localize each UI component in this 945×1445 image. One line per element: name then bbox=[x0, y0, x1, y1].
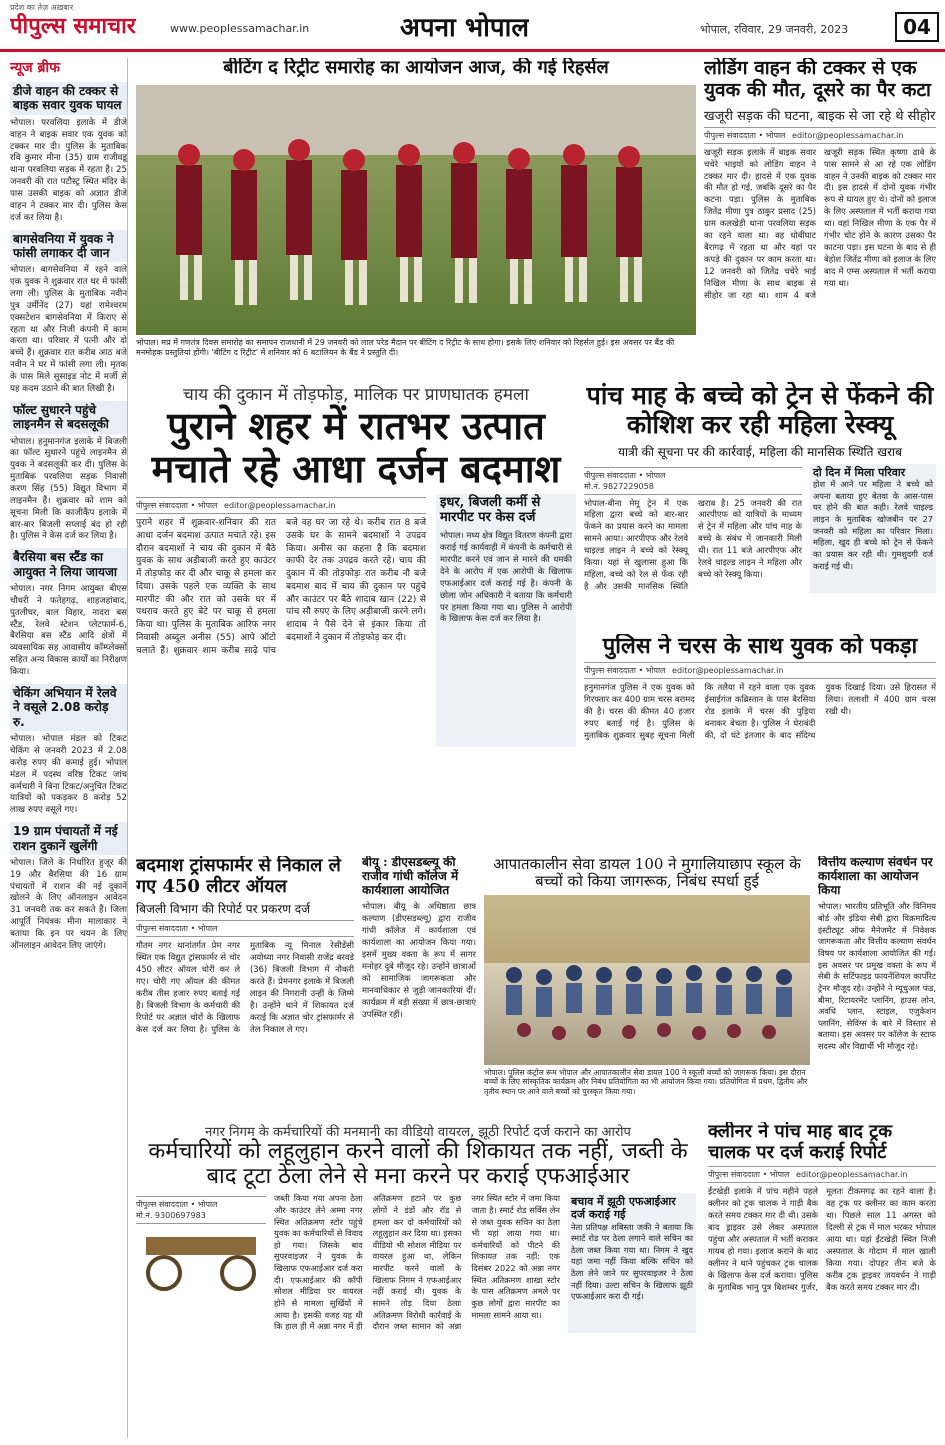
uproar-side-title: इधर, बिजली कर्मी से मारपीट पर केस दर्ज bbox=[440, 495, 541, 526]
loading-story-byline bbox=[704, 127, 936, 144]
cleaner-story-byline bbox=[708, 1166, 936, 1183]
page-number: 04 bbox=[895, 12, 939, 42]
bu-story-body: भोपाल। बीयू के अधिष्ठाता छात्र कल्याण (डीएसडब्ल्यू) द्वारा राजीव गांधी कॉलेज में कार्यशाला एवं कार्यशाला का आयोजन किया गया। इसमें मुख्य वक्ता के रूप में सागर मनोहर दुबे मौजूद रहे। उन्होंने छात्राओं को सामाजिक जागरूकता और मानवाधिकार से जुड़ी जानकारियां दीं। कार्यक्रम में बड़ी संख्या में छात्र-छात्राएं उपस्थित रहीं। bbox=[362, 901, 476, 1019]
dial-story-caption: भोपाल। पुलिस कंट्रोल रूम भोपाल और आपातकालीन सेवा डायल 100 ने स्कूली बच्चों को जागरूक किया। इस दौरान बच्चों के लिए सांस्कृतिक कार्यक्रम और निबंध प्रतियोगिता का भी आयोजन किया गया। प्रतियोगिता में प्रथम, द्वितीय और तृतीय स्थान पर आने वाले बच्चों को पुरस्कृत किया गया। bbox=[484, 1067, 808, 1097]
top-story-headline: बीटिंग द रिट्रीट समारोह का आयोजन आज, की गई रिहर्सल bbox=[223, 58, 609, 78]
band-rehearsal-photo bbox=[136, 85, 696, 335]
section-title: अपना भोपाल bbox=[400, 13, 529, 43]
byline-mobile: मो.नं. 9300697983 bbox=[136, 1211, 206, 1221]
loading-story-body: खजूरी सड़क इलाके में बाइक सवार चचेरे भाइयों को लोडिंग वाहन ने टक्कर मार दी। हादसे में एक युवक की मौत हो गई, जबकि दूसरे का पैर कटना पड़ा। पुलिस के मुताबिक जितेंद्र मीणा पुत्र ठाकुर प्रसाद (25) ग्राम कलखेड़ी थाना परवलिया सड़क का रहने वाला था। वह धोबीघाट बैरागढ़ में रहता था और यहां पर कपड़े की दुकान पर काम करता था। 12 जनवरी को जितेंद्र चचेरे भाई निखिल मीणा के साथ बाइक से सीहोर जा रहा था। शाम 4 बजे खजूरी सड़क स्थित कृष्णा ढाबे के पास सामने से आ रहे एक लोडिंग वाहन ने उनकी बाइक को टक्कर मार दी। इस हादसे में दोनों युवक गंभीर रूप से घायल हुए थे। दोनों को इलाज के लिए अस्पताल में भर्ती कराया गया था। वहां निखिल मीणा के एक पैर में गंभीर चोट होने के कारण उसका पैर काटना पड़ा। इस घटना के बाद से ही बेहोश जितेंद्र मीणा को इलाज के लिए बाद में एम्स अस्पताल में भर्ती कराया गया था। bbox=[704, 146, 936, 300]
byline-text: पीपुल्स संवाददाता • भोपाल bbox=[136, 501, 218, 511]
top-photo-story bbox=[136, 58, 696, 374]
handcart-illustration bbox=[136, 1227, 266, 1297]
byline-text: पीपुल्स संवाददाता • भोपाल bbox=[136, 1200, 218, 1210]
loading-story-headline: लोडिंग वाहन की टक्कर से एक युवक की मौत, दूसरे का पैर कटा bbox=[704, 58, 931, 101]
logo-tagline: प्रदेश का तेज़ अख़बार bbox=[10, 3, 74, 12]
corp-story-headline: कर्मचारियों को लहूलुहान करने वालों की शिकायत तक नहीं, जब्ती के बाद टूटा ठेला लेने से मना करने पर कराई एफआईआर bbox=[148, 1139, 688, 1189]
loading-story-deck: खजूरी सड़क की घटना, बाइक से जा रहे थे सीहोर bbox=[704, 108, 936, 124]
oil-story-deck: बिजली विभाग की रिपोर्ट पर प्रकरण दर्ज bbox=[136, 902, 311, 917]
corporation-story bbox=[136, 1122, 700, 1440]
brief-body: भोपाल। बागसेवनिया में रहने वाले एक युवक ने शुक्रवार रात घर में फांसी लगा ली। पुलिस के मुताबिक नवीन पुत्र उर्मीनेंद (27) यहां रामेश्वरम एक्सटेंशन बागसेवनिया में किराए से रहता था और निजी कंपनी में काम करता था। परिवार में पत्नी और दो बच्चे हैं। शुक्रवार रात करीब आठ बजे नवीन ने घर में फांसी लगा ली। मृतक के पास मिले सुसाइड नोट में मर्जी से यह कदम उठाने की बात लिखी है। bbox=[10, 265, 127, 394]
byline-email: editor@peoplessamachar.in bbox=[796, 1170, 908, 1180]
uproar-side-body: भोपाल। मध्य क्षेत्र विद्युत वितरण कंपनी द्वारा कराई गई कार्यवाही में कंपनी के कर्मचारी से मारपीट करने एवं जान से मारने की धमकी देने के आरोप में एक आरोपी के खिलाफ एफआईआर दर्ज कराई गई है। कंपनी के छोला जोन अधिकारी ने बताया कि कर्मचारी पर हमला किया गया था। पुलिस ने आरोपी के खिलाफ केस दर्ज कर लिया है। bbox=[440, 529, 572, 624]
byline-mobile: मो.नं. 9827229058 bbox=[584, 481, 654, 491]
dateline: भोपाल, रविवार, 29 जनवरी, 2023 bbox=[700, 23, 849, 36]
byline-text: पीपुल्स संवाददाता • भोपाल bbox=[584, 470, 666, 480]
brief-body: भोपाल। हनुमानगंज इलाके में बिजली का फॉल्ट सुधारने पहुंचे लाइनमैन से युवक ने बदसलूकी कर दी। पुलिस के मुताबिक परवलिया सड़क निवासी करण सिंह (55) विद्युत विभाग में लाइनमैन हैं। शुक्रवार को शाम को सूचना मिली कि काजीकैंप इलाके में बार-बार बिजली सप्लाई बंद हो रही है। पुलिस ने केस दर्ज कर लिया है। bbox=[10, 436, 127, 542]
oil-story-byline: पीपुल्स संवाददाता • भोपाल bbox=[136, 920, 354, 937]
brief-title: चेकिंग अभियान में रेलवे ने वसूले 2.08 करोड़ रु. bbox=[10, 684, 127, 731]
cleaner-story-headline: क्लीनर ने पांच माह बाद ट्रक चालक पर दर्ज कराई रिपोर्ट bbox=[708, 1122, 893, 1163]
brief-item bbox=[10, 684, 127, 817]
uproar-story-byline bbox=[136, 497, 426, 514]
oil-story-body: गौतम नगर थानांतर्गत प्रेम नगर स्थित एक विद्युत ट्रांसफार्मर से चोर 450 लीटर ऑयल चोरी कर ले गए। चोरी गए ऑयल की कीमत करीब तीस हजार रुपए बताई गई है। बिजली विभाग के कर्मचारी की रिपोर्ट पर अज्ञात चोरों के खिलाफ केस दर्ज कर लिया है। पुलिस के मुताबिक न्यू मिनाल रेसीडेंसी अयोध्या नगर निवासी राजेंद्र बरवडे (36) बिजली विभाग में नौकरी करते हैं। प्रेमनगर इलाके में बिजली लाइन की निगरानी उन्हीं के जिम्मे है। उन्होंने थाने में शिकायत दर्ज कराई कि अज्ञात चोर ट्रांसफार्मर से तेल निकाल ले गए। bbox=[136, 940, 354, 1034]
brief-title: डीजे वाहन की टक्कर से बाइक सवार युवक घायल bbox=[10, 82, 127, 115]
rescue-story-body: भोपाल-बीना मेमू ट्रेन में एक महिला द्वारा बच्चे को बार-बार फेंकने का प्रयास करने का मामला सामने आया। आरपीएफ और रेलवे चाइल्ड लाइन ने बच्चे को रेस्क्यू किया। यहां से खुलासा हुआ कि महिला, बच्चे को रेल से फेंक रही है और उसकी मानसिक स्थिति खराब है। 25 जनवरी की रात आरपीएफ को यात्रियों के माध्यम से ट्रेन में महिला और पांच माह के बच्चे के संबंध में जानकारी मिली थी। रात 11 बजे आरपीएफ और रेलवे चाइल्ड लाइन ने महिला और बच्चे को रेस्क्यू किया। bbox=[584, 497, 802, 591]
corp-story-byline bbox=[136, 1196, 266, 1224]
oil-theft-story bbox=[136, 856, 354, 1114]
brief-title: बागसेवनिया में युवक ने फांसी लगाकर दी जान bbox=[10, 230, 127, 263]
oil-story-headline: बदमाश ट्रांसफार्मर से निकाल ले गए 450 लीटर ऑयल bbox=[136, 856, 341, 897]
charas-story-body: हनुमानगंज पुलिस ने एक युवक को गिरफ्तार कर 400 ग्राम चरस बरामद की है। चरस की कीमत 40 हजार रुपए बताई गई है। पुलिस के मुताबिक शुक्रवार सुबह सूचना मिली कि तलैया में रहने वाला एक युवक ईसाईगंज कब्रिस्तान के पास बैरसिया रोड इलाके में चरस की पुड़िया बनाकर बेचता है। पुलिस ने घेराबंदी की, दो घंटे इंतजार के बाद संदिग्ध युवक दिखाई दिया। उसे हिरासत में लिया। तलाशी में 400 ग्राम चरस रखी थी। bbox=[584, 682, 936, 740]
news-brief-column bbox=[10, 58, 128, 1438]
rescue-story bbox=[584, 382, 936, 627]
financial-workshop-story bbox=[818, 856, 936, 1114]
website-url: www.peoplessamachar.in bbox=[170, 22, 310, 35]
news-brief-heading: न्यूज ब्रीफ bbox=[10, 60, 60, 76]
charas-story-byline bbox=[584, 662, 936, 679]
bu-workshop-story bbox=[362, 856, 476, 1114]
charas-story-headline: पुलिस ने चरस के साथ युवक को पकड़ा bbox=[602, 634, 918, 659]
masthead bbox=[0, 0, 945, 52]
brief-item bbox=[10, 230, 127, 396]
brief-body: भोपाल। परवलिया इलाके में डीजे वाहन ने बाइक सवार एक युवक को टक्कर मार दी। पुलिस के मुताबिक रवि कुमार मीना (35) ग्राम राजीवडू थाना परवलिया सड़क में रहता है। 25 जनवरी की रात पटौस्ट्र स्थित मंदिर के पास उसकी बाइक को अज्ञात डीजे वाहन ने टक्कर मार दी। पुलिस केस दर्ज कर लिया है। bbox=[10, 117, 127, 223]
brief-title: बैरसिया बस स्टैंड का आयुक्त ने लिया जायजा bbox=[10, 548, 127, 581]
byline-email: editor@peoplessamachar.in bbox=[672, 666, 784, 676]
byline-text: पीपुल्स संवाददाता • भोपाल bbox=[708, 1170, 790, 1180]
rescue-story-byline bbox=[584, 467, 802, 495]
workshop-story-body: भोपाल। भारतीय प्रतिभूति और विनिमय बोर्ड और इंडिया सेबी द्वारा विक्रमादित्य इंस्टीट्यूट ऑफ मैनेजमेंट में निवेशक जागरूकता और वित्तीय कल्याण संवर्धन विषय पर कार्यशाला आयोजित की गई। इस अवसर पर प्रमुख वक्ता के रूप में सेबी के सर्टिफाइड फायनेंशियल कार्पोरेट ट्रेनर मौजूद रहे। उन्होंने ने म्यूचुअल फंड, बीमा, रिटायरमेंट प्लानिंग, हाउस लोन, अवधि प्लान, स्टाइल, एजुकेशन प्लानिंग, सेविंग्स के बारे में विस्तार से बताया। इस अवसर पर कॉलेज के स्टाफ सदस्य और विद्यार्थी भी मौजूद रहे। bbox=[818, 901, 936, 1052]
dial-story-headline: आपातकालीन सेवा डायल 100 ने मुगालियाछाप स्कूल के बच्चों को किया जागरूक, निबंध स्पर्धा हुई bbox=[493, 856, 801, 891]
brief-item bbox=[10, 548, 127, 679]
uproar-story-body: पुराने शहर में शुक्रवार-शनिवार की रात आधा दर्जन बदमाश उत्पात मचाते रहे। इस दौरान बदमाशों ने चाय की दुकान में बैठे युवक के साथ अड़ीबाजी करते हुए काउंटर में तोड़फोड़ कर दी और चाकू से हमला कर दिया। उसके पहले एक व्यक्ति के साथ मारपीट की और रात को उसके घर में पथराव करते हुए बेटे पर चाकू से हमला किया था। पुलिस के मुताबिक आरिफ नगर निवासी अब्दुल अनीस (55) आपे ऑटो चलाते हैं। शुक्रवार शाम करीब साढ़े पांच बजे वह घर जा रहे थे। करीब रात 8 बजे उसके घर के सामने बदमाशों ने उपद्रव किया। अनीस का कहना है कि बदमाश काफी देर तक उपद्रव करते रहे। चाय की दुकान में की तोड़फोड़ः रात करीब नौ बजे बदमाश बाद में चाय की दुकान पर पहुंचे और काउंटर पर बैठे शादाब खान (22) से पांच सौ रुपए के लिए अड़ीबाजी करने लगे। शादाब ने पैसे देने से इंकार किया तो बदमाशों ने दुकान में तोड़फोड़ कर दी। bbox=[136, 518, 426, 656]
top-story-caption: भोपाल। मप्र में गणतंत्र दिवस समारोह का समापन राजधानी में 29 जनवरी को लाल परेड मैदान पर बीटिंग द रिट्रीट के साथ होगा। इसके लिए शनिवार को रिहर्सल हुई। इस अवसर पर बैंड की मनमोहक प्रस्तुतियां होंगी। 'बीटिंग द रिट्रीट' में शनिवार को 6 बटालियन के बैंड ने प्रस्तुति दी। bbox=[136, 337, 675, 358]
newspaper-logo: पीपुल्स समाचार bbox=[10, 13, 136, 39]
uproar-story-kicker: चाय की दुकान में तोड़फोड़, मालिक पर प्राणघातक हमला bbox=[183, 385, 529, 405]
cleaner-story-body: ईंटखेड़ी इलाके में पांच महीने पहले क्लीनर को ट्रक चालक ने गाड़ी बैक करते समय टक्कर मार दी थी। उसके बाद ड्राइवर उसे लेकर अस्पताल पहुंचा और अस्पताल में भर्ती कराकर गायब हो गया। इलाज कराने के बाद क्लीनर ने थाने पहुंचकर ट्रक चालक के खिलाफ केस दर्ज कराया। पुलिस के मुताबिक भानु पुत्र बिशम्बर गुर्जर, मूलतः टीकमगढ़ का रहने वाला है। वह ट्रक पर क्लीनर का काम करता था। पिछले साल 11 अगस्त को दिल्ली से ट्रक में माल भरकर भोपाल आया था। यहां ईंटखेड़ी स्थित निजी अस्पताल के गोदाम में माल खाली किया गया। दोपहर तीन बजे के करीब ट्रक ड्राइवर जयवर्धन ने गाड़ी बैक करते समय टक्कर मार दी। bbox=[708, 1186, 936, 1292]
charas-story bbox=[584, 634, 936, 782]
corp-side-body: नेता प्रतिपक्ष शबिस्ता जकी ने बताया कि स्मार्ट रोड पर ठेला लगाने वाले सचिन का ठेला जब्त किया गया था। निगम ने खुद यहां जमा नहीं किया बल्कि सचिन को ठेला लेने जाने पर सुपरवाइजर ने ठेला नहीं दिया। उल्टा सचिन के खिलाफ झूठी एफआईआर करा दी गई। bbox=[571, 1221, 693, 1302]
brief-item bbox=[10, 822, 127, 953]
dial-100-story bbox=[484, 856, 810, 1114]
brief-body: भोपाल। नगर निगम आयुक्त बीएस चौधरी ने फतेहगढ़, शाहजहांबाद, पुतलीघर, बाल विहार, नादरा बस स्टैंड, रेलवे स्टेशन प्लेटफार्म-6, बैरसिया बस स्टैंड आदि क्षेत्रों में व्यवसायिक सह आवासीय कॉम्प्लेक्सों सहित अन्य विकास कार्यों का निरीक्षण किया। bbox=[10, 584, 127, 678]
byline-text: पीपुल्स संवाददाता • भोपाल bbox=[704, 130, 786, 140]
byline-text: पीपुल्स संवाददाता • भोपाल bbox=[584, 666, 666, 676]
brief-body: भोपाल। भोपाल मंडल को टिकट चेकिंग से जनवरी 2023 में 2.08 करोड़ रुपए की कमाई हुई। भोपाल मंडल में पदस्थ वरिष्ठ टिकट जांच कर्मचारी ने बिना टिकट/अनुचित टिकट यात्रियों को पकड़कर 8 करोड़ 52 लाख रुपए वसूले गए। bbox=[10, 734, 127, 816]
byline-email: editor@peoplessamachar.in bbox=[224, 501, 336, 511]
brief-title: फॉल्ट सुधारने पहुंचे लाइनमैन से बदसलूकी bbox=[10, 401, 127, 434]
brief-title: 19 ग्राम पंचायतों में नई राशन दुकानें खुलेंगी bbox=[10, 822, 127, 855]
brief-item bbox=[10, 82, 127, 225]
children-group-illustration bbox=[484, 895, 810, 1065]
rescue-box-title: दो दिन में मिला परिवार bbox=[813, 465, 906, 479]
cleaner-story bbox=[708, 1122, 936, 1440]
rescue-box-body: होश में आने पर महिला ने बच्चे को अपना बताया हुए बेतवा के आस-पास घर होने की बात कही। रेलवे चाइल्ड लाइन के मुताबिक खोजबीन पर 27 जनवरी को महिला का परिवार मिला। महिला, खुद ही बच्चे को ट्रेन से फेंकने का प्रयास कर रही थी। गुमशुदगी दर्ज कराई गई थी। bbox=[813, 479, 933, 571]
bu-story-headline: बीयू : डीएसडब्ल्यू की राजीव गांधी कॉलेज में कार्यशाला आयोजित bbox=[362, 856, 459, 897]
corp-side-title: बचाव में झूठी एफआईआर दर्ज कराई गई bbox=[571, 1195, 676, 1221]
loading-vehicle-story bbox=[704, 58, 936, 374]
brief-item bbox=[10, 401, 127, 544]
brief-body: भोपाल। जिले के निर्धारित हुजूर की 19 और बैरसिया की 16 ग्राम पंचायतों में राशन की नई दुकानें खोलने के लिए ऑनलाइन आवेदन 31 जनवरी तक कर सकते हैं। जिला आपूर्ति नियंत्रक मीना मालाकार ने बताया कि इन पर चयन के लिए ऑनलाइन आवेदन लिए जाएंगे। bbox=[10, 857, 127, 951]
rescue-story-headline: पांच माह के बच्चे को ट्रेन से फेंकने की कोशिश कर रही महिला रेस्क्यू bbox=[586, 382, 934, 439]
school-children-photo bbox=[484, 895, 810, 1065]
rescue-story-deck: यात्री की सूचना पर की कार्रवाई, महिला की मानसिक स्थिति खराब bbox=[618, 444, 902, 459]
band-figures-illustration bbox=[136, 85, 696, 335]
corp-story-kicker: नगर निगम के कर्मचारियों की मनमानी का वीडियो वायरल, झूठी रिपोर्ट दर्ज कराने का आरोप bbox=[205, 1125, 631, 1140]
uproar-story-headline: पुराने शहर में रातभर उत्पात मचाते रहे आधा दर्जन बदमाश bbox=[151, 403, 561, 491]
uproar-story bbox=[136, 382, 576, 782]
byline-email: editor@peoplessamachar.in bbox=[792, 130, 904, 140]
workshop-story-headline: वित्तीय कल्याण संवर्धन पर कार्यशाला का आयोजन किया bbox=[818, 856, 933, 897]
corp-story-body: जब्ती किया गया अपना ठेला और काउंटर लेने अम्मा नगर स्थित अतिक्रमण स्टोर पहुंचे युवक का कर्मचारियों से विवाद हो गया। जिसके बाद सुपरवाइजर ने युवक के खिलाफ एफआईआर दर्ज करा दी। एफआईआर की कॉपी सोशल मीडिया पर वायरल होने से मामला सुर्खियों में आया है। इसकी वजह यह थी कि हाल ही में अन्ना नगर में ही अतिक्रमण हटाने पर कुछ लोगों ने डंडों और रॉड से हमला कर दो कर्मचारियों को लहूलुहान कर दिया था। इसका वीडियो भी सोशल मीडिया पर वायरल हुआ था, लेकिन मारपीट करने वालों के खिलाफ निगम ने एफआईआर नहीं कराई थी। युवक के सामने तोड़ दिया ठेलाः अतिक्रमण विरोधी कार्रवाई के दौरान जब्त सामान को अन्ना नगर स्थित स्टोर में जमा किया जाता है। स्मार्ट रोड सर्विस लेन से जब्त युवक सचिन का ठेला भी यहां लाया गया था। कर्मचारियों को पीटने की शिकायत तक नहीं: एक दिसंबर 2022 को अन्ना नगर स्थित अतिक्रमण शाखा स्टोर के पास अतिक्रमण अमले पर कुछ लोगों द्वारा मारपीट का मामला सामने आया था। bbox=[274, 1193, 560, 1332]
